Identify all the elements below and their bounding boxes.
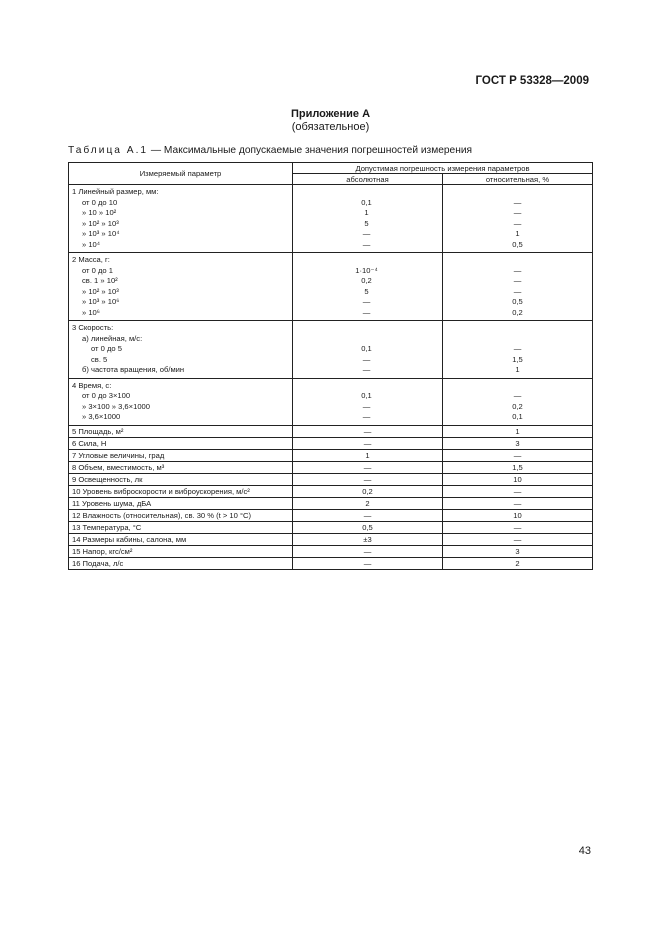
relative-cell: —	[443, 533, 593, 545]
parameter-cell: 9 Освещенность, лк	[69, 473, 293, 485]
relative-cell-line	[443, 187, 592, 198]
relative-cell-line	[443, 255, 592, 266]
table-row	[69, 253, 593, 321]
absolute-cell-line: —	[362, 229, 371, 238]
parameter-cell: 16 Подача, л/с	[69, 557, 293, 569]
table-body	[69, 185, 593, 570]
relative-cell-line: 0,5	[512, 239, 523, 249]
parameter-cell	[69, 253, 293, 321]
relative-cell	[443, 185, 593, 253]
absolute-cell-line	[293, 255, 442, 266]
relative-cell: —	[443, 497, 593, 509]
absolute-cell-line: —	[362, 307, 371, 317]
absolute-cell: —	[293, 437, 443, 449]
table-row	[69, 509, 593, 521]
relative-cell-line: 1	[515, 365, 520, 374]
absolute-cell: ±3	[293, 533, 443, 545]
standard-number: ГОСТ Р 53328—2009	[475, 75, 589, 87]
parameter-cell: 14 Размеры кабины, салона, мм	[69, 533, 293, 545]
relative-cell-line: 1	[515, 229, 520, 238]
table-row	[69, 425, 593, 437]
parameter-cell	[69, 378, 293, 425]
col-header-group: Допустимая погрешность измерения параметров	[293, 163, 593, 174]
relative-cell: 1	[443, 425, 593, 437]
tolerance-table	[68, 162, 593, 570]
col-header-relative: относительная, %	[443, 174, 593, 185]
absolute-cell: —	[293, 509, 443, 521]
parameter-cell-line: св. 1 » 10²	[82, 276, 118, 285]
table-row	[69, 185, 593, 253]
absolute-cell-line	[293, 323, 442, 334]
relative-cell: 2	[443, 557, 593, 569]
relative-cell-line: 0,5	[512, 297, 523, 306]
relative-cell-line: 1,5	[512, 354, 523, 364]
table-row	[69, 449, 593, 461]
parameter-cell	[69, 321, 293, 379]
absolute-cell-line: —	[362, 401, 371, 411]
parameter-cell-line: а) линейная, м/с:	[82, 333, 143, 343]
table-row	[69, 321, 593, 379]
parameter-cell: 6 Сила, Н	[69, 437, 293, 449]
absolute-cell-line: 0,2	[361, 276, 372, 285]
parameter-cell-line: св. 5	[91, 354, 108, 364]
relative-cell: —	[443, 521, 593, 533]
parameter-cell: 11 Уровень шума, дБА	[69, 497, 293, 509]
parameter-cell-line: » 10⁴	[82, 239, 101, 249]
parameter-cell-line: » 10 » 10²	[82, 208, 117, 217]
parameter-cell-line: » 10² » 10³	[82, 286, 119, 296]
absolute-cell-line: —	[362, 354, 371, 364]
table-caption-label: Таблица А.1	[68, 145, 149, 156]
table-row	[69, 521, 593, 533]
relative-cell: —	[443, 485, 593, 497]
parameter-cell: 7 Угловые величины, град	[69, 449, 293, 461]
absolute-cell: —	[293, 557, 443, 569]
absolute-cell-line: —	[362, 239, 371, 249]
absolute-cell-line: —	[362, 365, 371, 374]
parameter-cell: 8 Объем, вместимость, м³	[69, 461, 293, 473]
absolute-cell: —	[293, 425, 443, 437]
parameter-cell-line: » 10³ » 10⁴	[82, 229, 120, 238]
absolute-cell-line: 1·10⁻⁴	[355, 265, 378, 275]
relative-cell-line: —	[513, 265, 522, 275]
parameter-cell-line: » 10⁶	[82, 307, 100, 317]
parameter-cell: 12 Влажность (относительная), св. 30 % (t > 10 °C)	[69, 509, 293, 521]
absolute-cell-line	[293, 381, 442, 392]
parameter-cell: 10 Уровень виброскорости и виброускорения, м/с²	[69, 485, 293, 497]
col-header-absolute: абсолютная	[293, 174, 443, 185]
absolute-cell-line: 0,1	[361, 391, 372, 400]
relative-cell-line: —	[513, 218, 522, 228]
absolute-cell	[293, 321, 443, 379]
absolute-cell: 2	[293, 497, 443, 509]
absolute-cell	[293, 185, 443, 253]
parameter-cell: 5 Площадь, м²	[69, 425, 293, 437]
parameter-cell	[69, 185, 293, 253]
col-header-parameter: Измеряемый параметр	[69, 163, 293, 185]
relative-cell: 10	[443, 509, 593, 521]
relative-cell-line	[443, 323, 592, 334]
absolute-cell-line	[293, 187, 442, 198]
appendix-subtitle: (обязательное)	[291, 121, 370, 133]
parameter-cell-line: 3 Скорость:	[72, 323, 114, 332]
parameter-cell-line: » 10³ » 10⁶	[82, 297, 120, 306]
parameter-cell: 13 Температура, °С	[69, 521, 293, 533]
absolute-cell: 0,5	[293, 521, 443, 533]
absolute-cell	[293, 253, 443, 321]
table-row	[69, 437, 593, 449]
parameter-cell-line: » 10² » 10³	[82, 218, 119, 228]
table-row	[69, 485, 593, 497]
relative-cell: —	[443, 449, 593, 461]
parameter-cell-line: 2 Масса, г:	[72, 255, 110, 264]
absolute-cell-line: 1	[364, 208, 369, 217]
absolute-cell	[293, 378, 443, 425]
absolute-cell: 1	[293, 449, 443, 461]
relative-cell-line: —	[513, 197, 522, 207]
relative-cell-line	[443, 381, 592, 392]
relative-cell-line: 0,2	[512, 307, 523, 317]
table-row	[69, 497, 593, 509]
parameter-cell-line: 1 Линейный размер, мм:	[72, 187, 159, 196]
relative-cell: 3	[443, 545, 593, 557]
absolute-cell-line: 5	[364, 218, 369, 228]
parameter-cell-line: от 0 до 1	[82, 265, 113, 275]
relative-cell	[443, 378, 593, 425]
relative-cell-line: —	[513, 344, 522, 353]
relative-cell-line: —	[513, 276, 522, 285]
table-row	[69, 473, 593, 485]
table-row	[69, 461, 593, 473]
table-row	[69, 557, 593, 569]
table-row	[69, 533, 593, 545]
parameter-cell-line: » 3×100 » 3,6×1000	[82, 401, 150, 411]
relative-cell-line: —	[513, 208, 522, 217]
parameter-cell-line: 4 Время, с:	[72, 380, 112, 390]
absolute-cell-line: 0,1	[361, 344, 372, 353]
absolute-cell-line	[293, 334, 442, 345]
absolute-cell: —	[293, 461, 443, 473]
parameter-cell-line: от 0 до 5	[91, 344, 122, 353]
relative-cell: 1,5	[443, 461, 593, 473]
relative-cell-line: 0,2	[512, 401, 523, 411]
table-row	[69, 545, 593, 557]
absolute-cell-line: —	[362, 412, 371, 421]
relative-cell-line: —	[513, 391, 522, 400]
relative-cell-line	[443, 334, 592, 345]
page-number: 43	[578, 845, 591, 857]
parameter-cell-line: » 3,6×1000	[82, 412, 121, 421]
relative-cell-line: 0,1	[512, 412, 523, 421]
relative-cell	[443, 253, 593, 321]
parameter-cell-line: от 0 до 3×100	[82, 391, 131, 400]
table-caption-text: — Максимальные допускаемые значения погрешностей измерения	[148, 145, 473, 156]
relative-cell-line: —	[513, 286, 522, 296]
absolute-cell-line: —	[362, 297, 371, 306]
absolute-cell: —	[293, 545, 443, 557]
absolute-cell: 0,2	[293, 485, 443, 497]
absolute-cell: —	[293, 473, 443, 485]
table-row	[69, 378, 593, 425]
parameter-cell-line: б) частота вращения, об/мин	[82, 365, 185, 374]
absolute-cell-line: 5	[364, 286, 369, 296]
parameter-cell: 15 Напор, кгс/см²	[69, 545, 293, 557]
absolute-cell-line: 0,1	[361, 197, 372, 207]
parameter-cell-line: от 0 до 10	[82, 197, 118, 207]
relative-cell: 3	[443, 437, 593, 449]
relative-cell	[443, 321, 593, 379]
appendix-heading	[0, 108, 661, 133]
relative-cell: 10	[443, 473, 593, 485]
appendix-title: Приложение А	[290, 108, 371, 120]
table-caption	[68, 145, 472, 156]
